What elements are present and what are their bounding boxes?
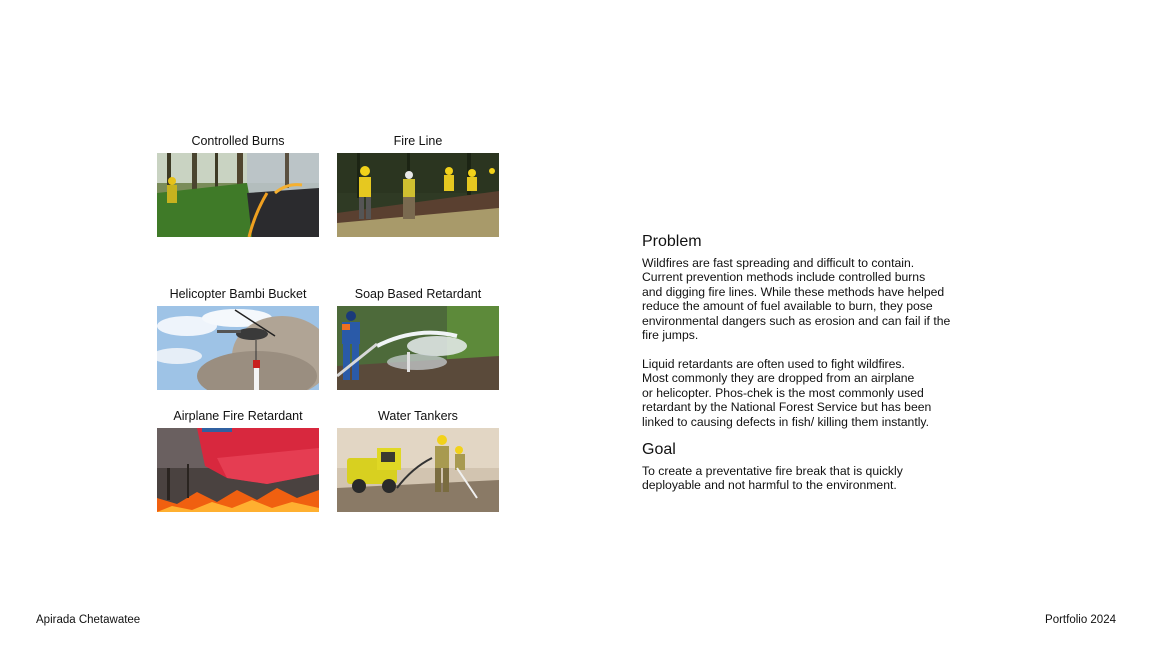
caption-helicopter-bambi-bucket: Helicopter Bambi Bucket [169, 287, 307, 301]
water-tanker-photo [337, 428, 499, 512]
footer-portfolio: Portfolio 2024 [1045, 614, 1116, 626]
soap-retardant-photo [337, 306, 499, 390]
caption-fire-line: Fire Line [393, 134, 443, 148]
helicopter-photo [157, 306, 319, 390]
controlled-burn-photo [157, 153, 319, 237]
fire-line-photo [337, 153, 499, 237]
problem-paragraph-1: Wildfires are fast spreading and difficult to contain. Current prevention methods include controlled burns and digging fire lines. While these methods have helped reduce the amount of fuel available to burn, they pose environmental dangers such as erosion and can fail if the fire jumps. [642, 256, 951, 343]
caption-soap-based-retardant: Soap Based Retardant [354, 287, 482, 301]
footer-author: Apirada Chetawatee [36, 614, 141, 626]
caption-airplane-fire-retardant: Airplane Fire Retardant [173, 409, 303, 423]
problem-heading: Problem [642, 233, 702, 250]
goal-paragraph: To create a preventative fire break that is quickly deployable and not harmful to the environment. [642, 464, 903, 493]
goal-heading: Goal [642, 441, 676, 458]
airplane-retardant-photo [157, 428, 319, 512]
problem-paragraph-2: Liquid retardants are often used to fight wildfires. Most commonly they are dropped from an airplane or helicopter. Phos-chek is the most commonly used retardant by the National Forest Service but has been linked to causing defects in fish/ killing them instantly. [642, 357, 932, 429]
caption-controlled-burns: Controlled Burns [191, 134, 285, 148]
caption-water-tankers: Water Tankers [378, 409, 458, 423]
